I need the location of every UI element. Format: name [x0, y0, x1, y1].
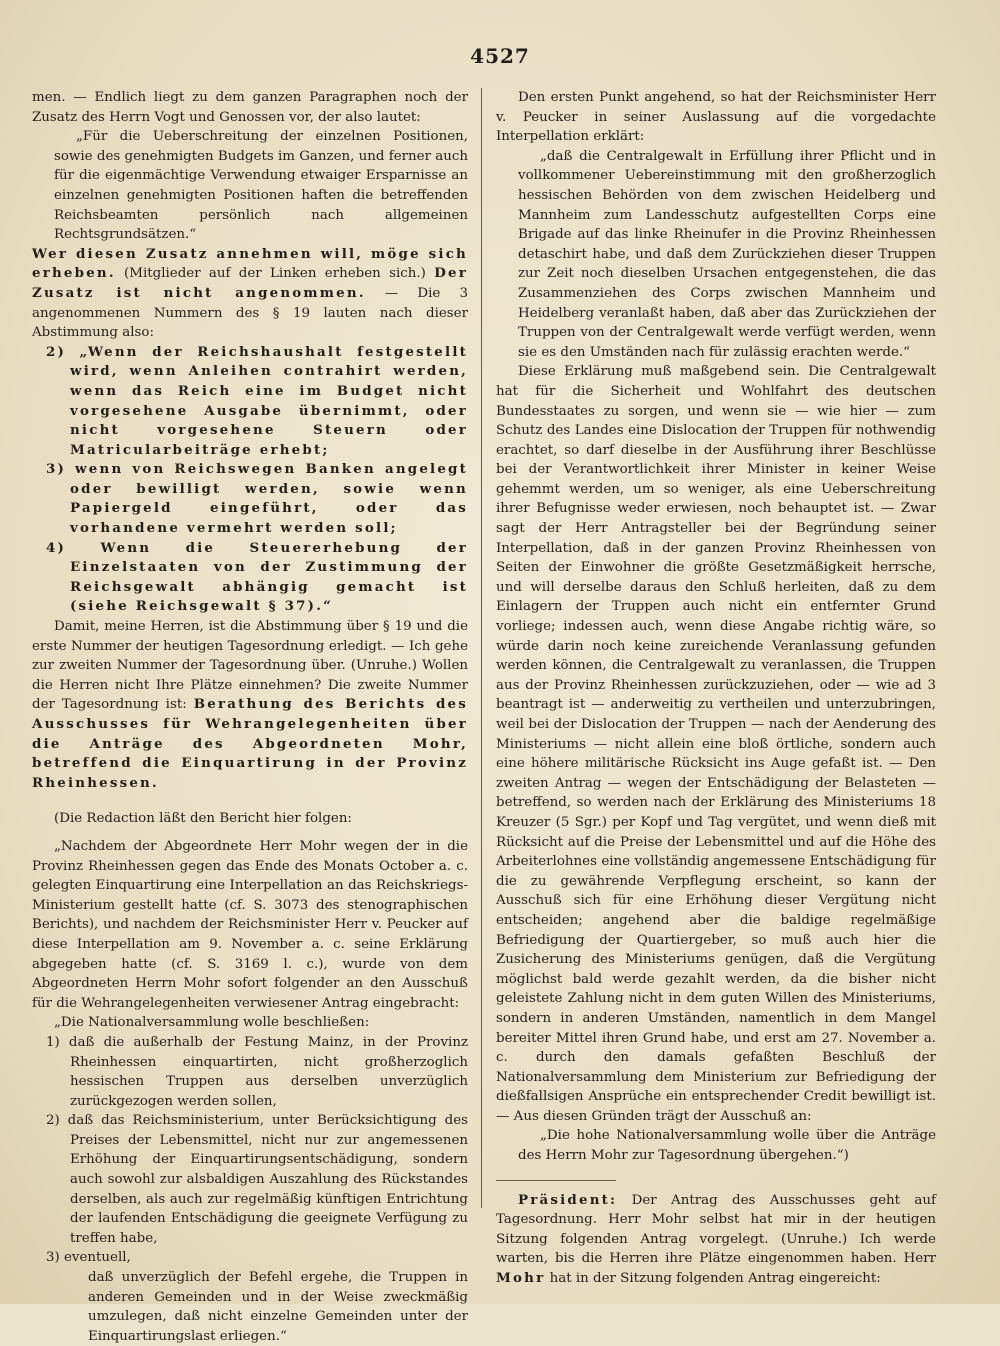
- list-item: 2) daß das Reichsministerium, unter Berücksichtigung des Preises der Lebensmittel, nicht nur zur angemessenen Erhöhung der Einquartirungsentschädigung, sondern auch sowohl zur alsbaldigen Auszahlung des Rückstandes derselben, als auch zur regelmäßig künftigen Entrichtung der laufenden Entschädigung die geeignete Verfügung zu treffen habe,: [46, 1113, 468, 1246]
- quotation: „Die hohe Nationalversammlung wolle über die Anträge des Herrn Mohr zur Tagesordnung übergehen.“): [518, 1128, 936, 1164]
- column-divider: [481, 88, 482, 1208]
- text: Damit, meine Herren, ist die Abstimmung über § 19 und die erste Nummer der heutigen Tagesordnung erledigt. — Ich gehe zur zweiten Nummer der Tagesordnung über. (Unruhe.) Wollen die Herren nicht Ihre Plätze einnehmen? Die zweite Nummer der Tagesordnung ist:: [32, 619, 468, 713]
- text: Der Antrag des Ausschusses geht auf Tagesordnung. Herr Mohr selbst hat mir in der heutigen Sitzung folgenden Antrag vorgelegt. (Unruhe.) Ich werde warten, bis die Herren ihre Plätze eingenommen haben. Herr: [496, 1192, 936, 1267]
- agenda-item: Berathung des Berichts des Ausschusses für Wehrangelegenheiten über die Anträge des Abgeordneten Mohr, betreffend die Einquartirung in der Provinz Rheinhessen.: [32, 696, 468, 791]
- page-number: 4527: [470, 44, 530, 68]
- list-item: 4) Wenn die Steuererhebung der Einzelstaaten von der Zustimmung der Reichsgewalt abhängig gemacht ist (siehe Reichsgewalt § 37).“: [46, 539, 468, 615]
- paragraph: [32, 617, 468, 793]
- text: hat in der Sitzung folgenden Antrag eingereicht:: [549, 1271, 881, 1287]
- right-column: [496, 88, 936, 1289]
- spaced-text: Der Zusatz ist nicht angenommen.: [32, 265, 468, 301]
- remark: (Mitglieder auf der Linken erheben sich.): [124, 266, 426, 282]
- list-item: 1) daß die außerhalb der Festung Mainz, in der Provinz Rheinhessen einquartirten, nicht großherzoglich hessischen Truppen aus derselben unverzüglich zurückgezogen werden sollen,: [46, 1034, 468, 1109]
- speaker-label: Präsident:: [518, 1191, 618, 1208]
- paragraph: „Nachdem der Abgeordnete Herr Mohr wegen der in die Provinz Rheinhessen gegen das Ende des Monats October a. c. gelegten Einquartirung eine Interpellation an das Reichskriegs-Ministerium gestellt hatte (cf. S. 3073 des stenographischen Berichts), und nachdem der Reichsminister Herr v. Peucker auf diese Interpellation am 9. November a. c. seine Erklärung abgegeben hatte (cf. S. 3169 l. c.), wurde von dem Abgeordneten Herrn Mohr sofort folgender an den Ausschuß für die Wehrangelegenheiten verwiesener Antrag eingebracht:: [32, 838, 468, 1011]
- paragraph: [496, 1191, 936, 1289]
- paragraph: [32, 245, 468, 343]
- spaced-text: Wer diesen Zusatz annehmen will, möge sich erheben.: [32, 245, 468, 282]
- list-item: 2) „Wenn der Reichshaushalt festgestellt wird, wenn Anleihen contrahirt werden, wenn das Reich eine im Budget nicht vorgesehene Ausgabe übernimmt, oder nicht vorgesehene Steuern oder Matricularbeiträge erhebt;: [46, 343, 468, 458]
- paragraph: Den ersten Punkt angehend, so hat der Reichsminister Herr v. Peucker in seiner Auslassung auf die vorgedachte Interpellation erklärt:: [496, 90, 936, 145]
- list-item: 3) eventuell,: [46, 1250, 131, 1266]
- spacer: [32, 829, 468, 837]
- spacer: [32, 793, 468, 809]
- text: — Die 3 angenommenen Nummern des § 19 lauten nach dieser Abstimmung also:: [32, 285, 469, 341]
- paragraph: „Die Nationalversammlung wolle beschließen:: [54, 1015, 370, 1031]
- paragraph: men. — Endlich liegt zu dem ganzen Paragraphen noch der Zusatz des Herrn Vogt und Genossen vor, der also lautet:: [32, 90, 468, 125]
- left-column: [32, 88, 468, 1346]
- paragraph: (Die Redaction läßt den Bericht hier folgen:: [54, 811, 352, 827]
- paragraph: Diese Erklärung muß maßgebend sein. Die Centralgewalt hat für die Sicherheit und Wohlfahrt des deutschen Bundesstaates zu sorgen, und wenn sie — wie hier — zum Schutz des Landes eine Dislocation der Truppen für nothwendig erachtet, so darf dieselbe in der Ausführung ihrer Beschlüsse bei der Verantwortlichkeit ihrer Minister in keiner Weise gehemmt werden, um so weniger, als eine Ueberschreitung ihrer Befugnisse weder erwiesen, noch behauptet ist. — Zwar sagt der Herr Antragsteller bei der Begründung seiner Interpellation, daß in der ganzen Provinz Rheinhessen von Seiten der Einwohner die größte Gesetzmäßigkeit herrsche, und will derselbe daraus den Schluß herleiten, daß zu dem Einlagern der Truppen auch nicht ein entfernter Grund vorliege; indessen auch, wenn diese Angabe richtig wäre, so würde darin noch keine zureichende Veranlassung gefunden werden können, die Centralgewalt zu veranlassen, die Truppen aus der Provinz Rheinhessen zurückzuziehen, oder — wie ad 3 beantragt ist — anderweitig zu vertheilen und unterzubringen, weil bei der Dislocation der Truppen — nach der Aenderung des Ministeriums — nicht allein eine bloß örtliche, sondern auch eine höhere militärische Rücksicht ins Auge gefaßt ist. — Den zweiten Antrag — wegen der Entschädigung der Belasteten — betreffend, so werden nach der Erklärung des Ministeriums 18 Kreuzer (5 Sgr.) per Kopf und Tag vergütet, und wenn dieß mit Rücksicht auf die Preise der Lebensmittel und auf die Höhe des Arbeiterlohnes eine vollständig angemessene Entschädigung für die zu gewährende Verpflegung erscheint, so kann der Ausschuß sich für eine Erhöhung dieser Vergütung nicht entscheiden; angehend aber die baldige regelmäßige Befriedigung der Quartiergeber, so muß auch hier die Zusicherung des Ministeriums genügen, daß die Vergütung möglichst bald werde gezahlt werden, da die bisher nicht geleistete Zahlung nicht in dem guten Willen des Ministeriums, sondern in anderen Umständen, namentlich in dem Mangel bereiter Mittel ihren Grund habe, und erst am 27. November a. c. durch den damals gefaßten Beschluß der Nationalversammlung dem Ministerium zur Befriedigung der dießfallsigen Ansprüche ein entsprechender Credit bewilligt ist. — Aus diesen Gründen trägt der Ausschuß an:: [496, 364, 936, 1124]
- list-item: 3) wenn von Reichswegen Banken angelegt oder bewilligt werden, sowie wenn Papiergeld eingeführt, oder das vorhandene vermehrt werden soll;: [46, 461, 468, 537]
- speaker-name: Mohr: [496, 1270, 546, 1287]
- separator-line: [496, 1180, 616, 1181]
- list-item: daß unverzüglich der Befehl ergehe, die Truppen in anderen Gemeinden und in der Weise zweckmäßig umzulegen, daß nicht einzelne Gemeinden unter der Einquartirungslast erliegen.“: [88, 1270, 468, 1344]
- quotation: „daß die Centralgewalt in Erfüllung ihrer Pflicht und in vollkommener Uebereinstimmung mit den großherzoglich hessischen Behörden von dem zwischen Heidelberg und Mannheim zum Landesschutz aufgestellten Corps eine Brigade auf das linke Rheinufer in die Provinz Rheinhessen detaschirt habe, und daß dem Zurückziehen dieser Truppen zur Zeit noch dieselben Ursachen entgegenstehen, die das Zusammenziehen des Corps zwischen Mannheim und Heidelberg veranlaßt haben, daß aber das Zurückziehen der Truppen von der Centralgewalt werde verfügt werden, wenn sie es den Umständen nach für zulässig erachten werde.“: [518, 148, 936, 360]
- quotation: „Für die Ueberschreitung der einzelnen Positionen, sowie des genehmigten Budgets im Ganzen, und ferner auch für die eigenmächtige Verwendung etwaiger Ersparnisse an einzelnen genehmigten Positionen haften die betreffenden Reichsbeamten persönlich nach allgemeinen Rechtsgrundsätzen.“: [54, 129, 468, 243]
